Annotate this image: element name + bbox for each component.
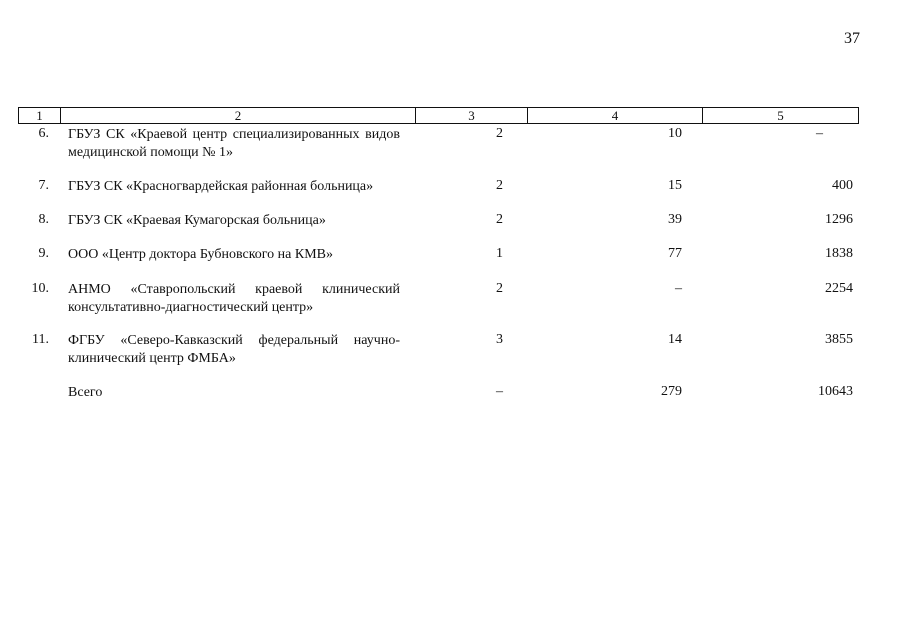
col3-value: – [496,384,503,399]
institution-name: ГБУЗ СК «Красногвардейская районная больница» [68,179,374,194]
header-col-4: 4 [528,108,703,123]
institution-name: АНМО «Ставропольский краевой клинический консультативно-диагностический центр» [68,282,400,315]
col3-value: 2 [496,281,503,296]
institution-name: ООО «Центр доктора Бубновского на КМВ» [68,247,334,262]
col5-value: 1296 [825,212,853,227]
page-number: 37 [844,30,860,47]
table-header-row [18,107,859,124]
col5-total: 10643 [818,384,853,399]
row-number: 11. [32,332,49,347]
col5-value: 400 [832,178,853,193]
col5-value: 3855 [825,332,853,347]
col4-total: 279 [661,384,682,399]
col3-value: 2 [496,126,503,141]
header-col-3: 3 [416,108,528,123]
header-col-2: 2 [61,108,416,123]
col4-value: 39 [668,212,682,227]
header-col-5: 5 [777,108,784,123]
col4-value: 10 [668,126,682,141]
row-number: 6. [38,126,49,141]
col4-value: 14 [668,332,682,347]
institution-name: ФГБУ «Северо-Кавказский федеральный научно-клинический центр ФМБА» [68,333,400,366]
col4-value: 77 [668,246,682,261]
institution-name: ГБУЗ СК «Краевой центр специализированных видов медицинской помощи № 1» [68,127,400,160]
col4-value: – [675,281,682,296]
row-number: 7. [38,178,49,193]
row-number: 8. [38,212,49,227]
row-number: 10. [31,281,49,296]
institution-name: ГБУЗ СК «Краевая Кумагорская больница» [68,213,326,228]
col5-value: 2254 [825,281,853,296]
total-label: Всего [68,385,103,400]
col4-value: 15 [668,178,682,193]
col5-value: 1838 [825,246,853,261]
col5-value: – [816,126,823,141]
row-number: 9. [38,246,49,261]
col3-value: 2 [496,212,503,227]
col3-value: 3 [496,332,503,347]
col3-value: 2 [496,178,503,193]
header-col-1: 1 [19,108,61,123]
col3-value: 1 [496,246,503,261]
